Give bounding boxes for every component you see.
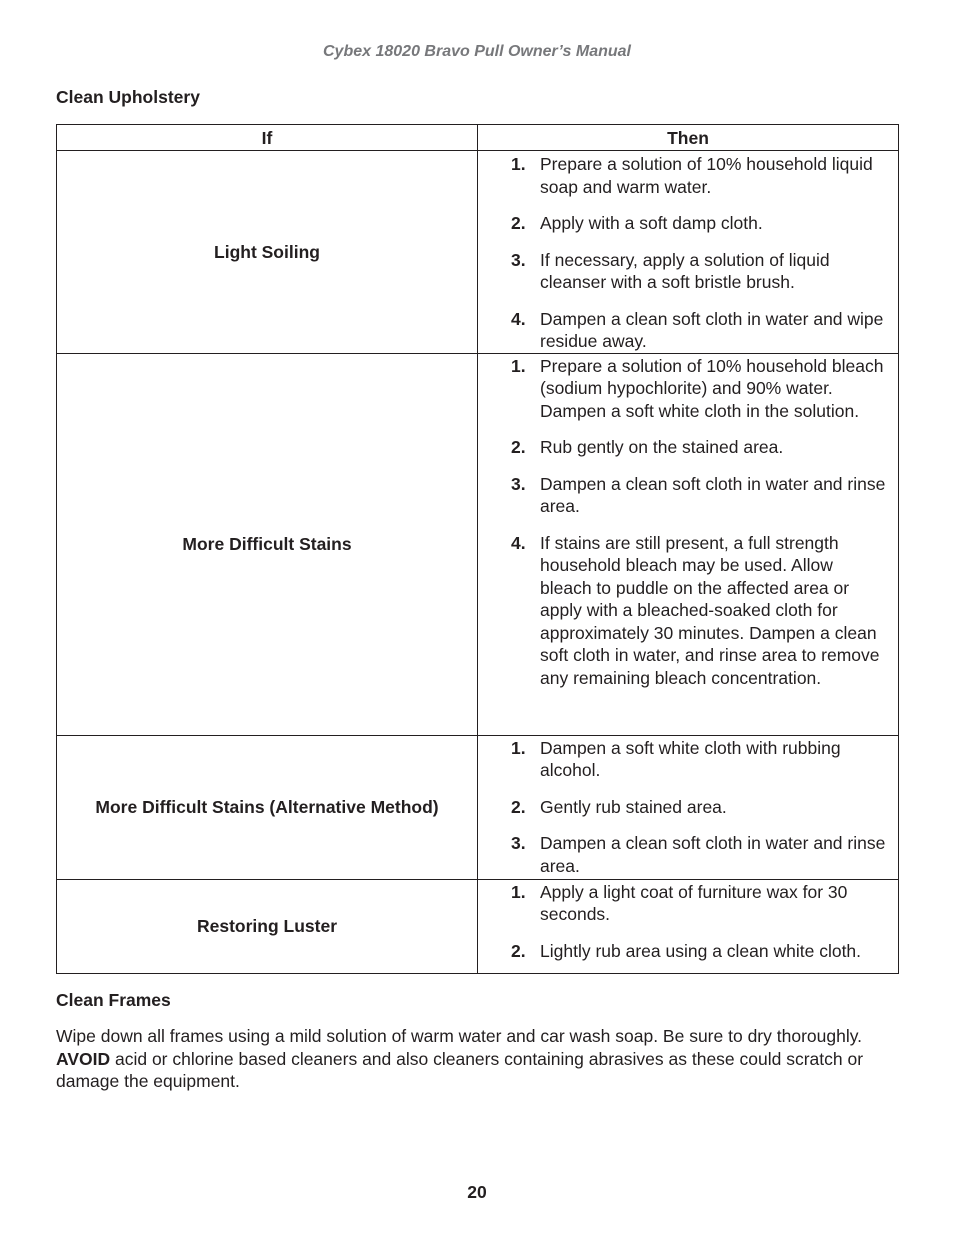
step-number: 1. [511, 355, 526, 376]
step-text: Prepare a solution of 10% household bleach (sodium hypochlorite) and 90% water. Dampen a soft white cloth in the solution. [540, 355, 884, 421]
step-item [511, 249, 888, 294]
steps-cell [478, 879, 899, 973]
condition-cell: Light Soiling [57, 151, 478, 354]
table-row [57, 735, 899, 879]
table-row [57, 151, 899, 354]
step-number: 2. [511, 796, 526, 817]
step-number: 4. [511, 532, 526, 553]
frames-text-after: acid or chlorine based cleaners and also cleaners containing abrasives as these could scratch or damage the equipment. [56, 1048, 864, 1091]
frames-avoid-emphasis: AVOID [56, 1048, 111, 1069]
step-text: Apply a light coat of furniture wax for 30 seconds. [540, 881, 848, 924]
step-item [511, 532, 888, 690]
steps-cell [478, 151, 899, 354]
step-text: If necessary, apply a solution of liquid cleanser with a soft bristle brush. [540, 249, 830, 292]
condition-cell: More Difficult Stains [57, 353, 478, 735]
step-text: Dampen a clean soft cloth in water and rinse area. [540, 833, 886, 876]
step-list [478, 354, 898, 690]
step-list [478, 880, 898, 963]
step-item [511, 737, 888, 782]
step-list [478, 736, 898, 878]
condition-cell: Restoring Luster [57, 879, 478, 973]
frames-paragraph [56, 1025, 906, 1093]
step-item [511, 308, 888, 353]
running-header: Cybex 18020 Bravo Pull Owner’s Manual [323, 43, 631, 60]
step-number: 1. [511, 737, 526, 758]
step-number: 2. [511, 213, 526, 233]
step-item [511, 796, 888, 819]
upholstery-care-table [56, 124, 899, 974]
step-text: Apply with a soft damp cloth. [540, 213, 763, 233]
section-heading-clean-frames: Clean Frames [56, 990, 171, 1010]
condition-cell: More Difficult Stains (Alternative Method) [57, 735, 478, 879]
step-number: 3. [511, 473, 526, 494]
step-number: 3. [511, 249, 526, 270]
table-row [57, 353, 899, 735]
steps-cell [478, 735, 899, 879]
column-header-if: If [57, 125, 478, 151]
step-item [511, 940, 888, 963]
table-header-row [57, 125, 899, 151]
step-item [511, 881, 888, 926]
step-number: 2. [511, 437, 526, 457]
step-text: Prepare a solution of 10% household liquid soap and warm water. [540, 154, 873, 197]
step-item [511, 832, 888, 877]
step-item [511, 436, 888, 459]
step-text: Dampen a soft white cloth with rubbing alcohol. [540, 737, 841, 780]
step-number: 4. [511, 308, 526, 329]
step-number: 1. [511, 154, 526, 174]
step-item [511, 355, 888, 423]
step-text: If stains are still present, a full strength household bleach may be used. Allow bleach to puddle on the affected area or apply with a bleached-soaked cloth for approximately 30 minutes. Dampen a clean soft cloth in water, and rinse area to remove any remaining bleach concentration. [540, 532, 880, 688]
step-list [478, 151, 898, 353]
step-text: Lightly rub area using a clean white cloth. [540, 940, 862, 961]
frames-text-before: Wipe down all frames using a mild solution of warm water and car wash soap. Be sure to dry thoroughly. [56, 1026, 863, 1046]
table-row [57, 879, 899, 973]
step-item [511, 212, 888, 235]
step-text: Rub gently on the stained area. [540, 437, 784, 457]
step-text: Gently rub stained area. [540, 796, 727, 817]
column-header-then: Then [478, 125, 899, 151]
step-item [511, 153, 888, 198]
step-item [511, 473, 888, 518]
steps-cell [478, 353, 899, 735]
step-text: Dampen a clean soft cloth in water and rinse area. [540, 473, 886, 516]
step-number: 3. [511, 833, 526, 853]
step-number: 2. [511, 940, 526, 961]
step-text: Dampen a clean soft cloth in water and wipe residue away. [540, 308, 884, 351]
section-heading-clean-upholstery: Clean Upholstery [56, 87, 200, 107]
step-number: 1. [511, 881, 526, 902]
page-number: 20 [467, 1182, 487, 1202]
